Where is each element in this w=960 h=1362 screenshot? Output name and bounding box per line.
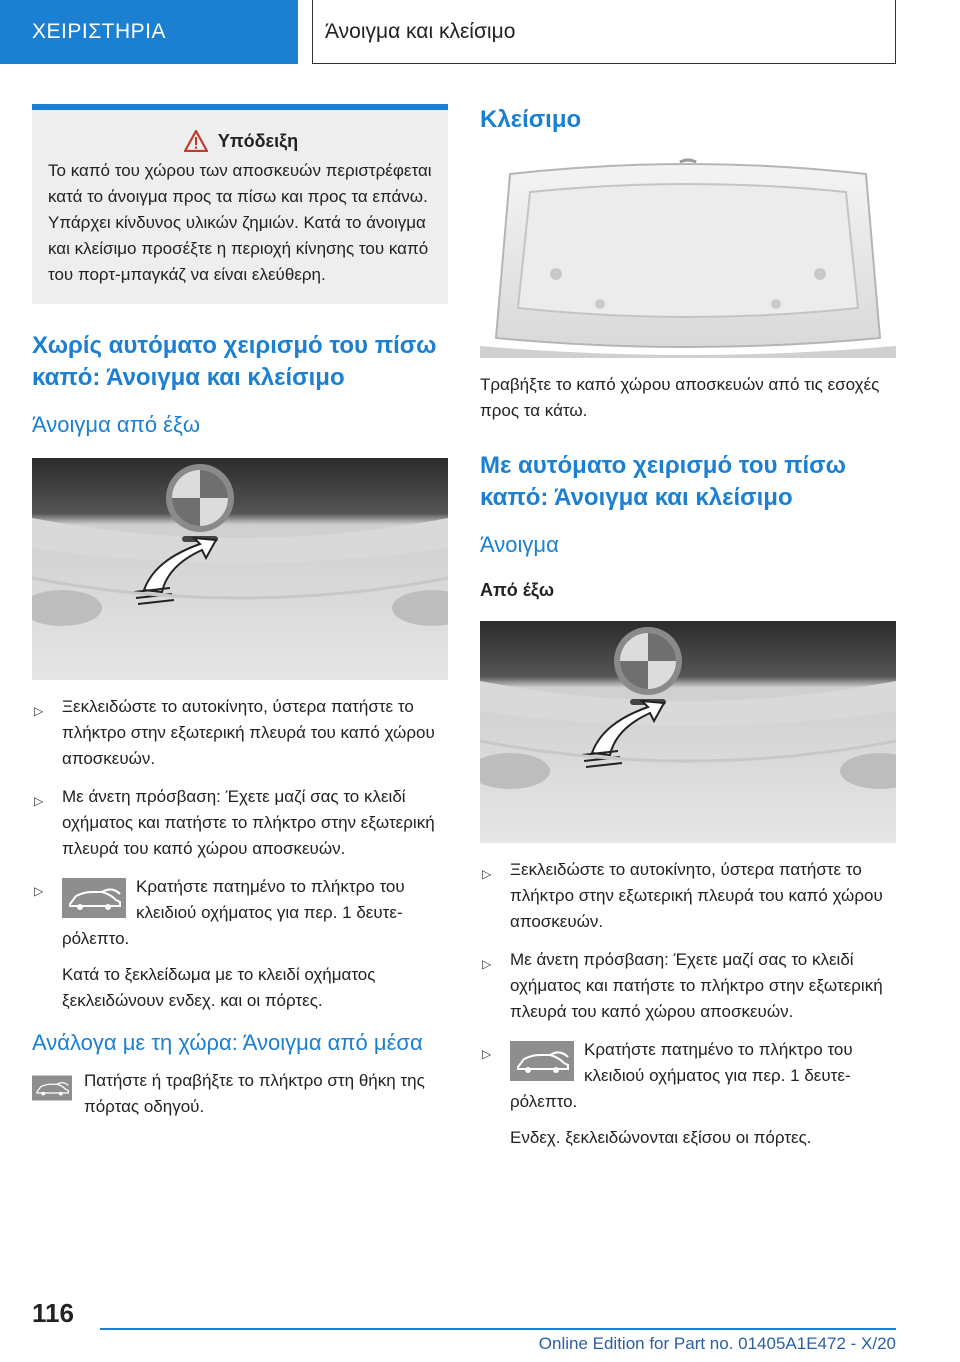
subheading-open-inside: Ανάλογα με τη χώρα: Άνοιγμα από μέσα [32, 1030, 423, 1055]
footer-divider [100, 1328, 896, 1330]
page-header [0, 0, 960, 66]
subheading-open: Άνοιγμα [480, 532, 559, 557]
list-item-text: Με άνετη πρόσβαση: Έχετε μαζί σας το κλειδί οχήματος και πατήστε το πλήκτρο στην εξωτερική πλευρά του καπό χώρου αποσκευών. [62, 787, 435, 858]
left-column [32, 104, 448, 1120]
list-item-text: Κρατήστε πατημένο το πλήκτρο του κλειδιού οχήματος για περ. 1 δευτερόλεπτο. [62, 877, 405, 948]
list-item [32, 784, 448, 862]
bullet-triangle-icon: ▷ [34, 704, 44, 718]
subheading-open-outside: Άνοιγμα από έξω [32, 412, 200, 437]
warning-triangle-icon [184, 130, 208, 152]
heading-automatic-trunk: Με αυτόματο χειρισμό του πίσω καπό: Άνοιγμα και κλείσιμο [480, 452, 846, 511]
trunk-button-photo [32, 458, 448, 680]
subheading-from-outside: Από έξω [480, 580, 555, 600]
right-column [480, 104, 896, 1163]
trunk-button-photo-2 [480, 621, 896, 843]
list-item-text: Ξεκλειδώστε το αυτοκίνητο, ύστερα πατήστε το πλήκτρο στην εξωτερική πλευρά του καπό χώρου αποσκευών. [510, 860, 883, 931]
left-bullet-list [32, 694, 448, 1014]
list-item [480, 1037, 896, 1151]
warning-title: Υπόδειξη [217, 130, 299, 151]
section-title: Άνοιγμα και κλείσιμο [312, 0, 896, 64]
bullet-triangle-icon: ▷ [482, 957, 492, 971]
bullet-triangle-icon: ▷ [482, 867, 492, 881]
key-unlock-note: Κατά το ξεκλείδωμα με το κλειδί οχήματος ξεκλειδώνουν ενδεχ. και οι πόρτες. [62, 965, 376, 1010]
closing-text: Τραβήξτε το καπό χώρου αποσκευών από τις εσοχές προς τα κάτω. [480, 375, 880, 420]
heading-closing: Κλείσιμο [480, 106, 582, 133]
doors-unlock-note: Ενδεχ. ξεκλειδώνονται εξίσου οι πόρτες. [510, 1128, 812, 1147]
car-key-trunk-icon [510, 1041, 574, 1081]
car-key-trunk-icon [62, 878, 126, 918]
trunk-closing-photo [480, 158, 896, 358]
list-item [480, 947, 896, 1025]
door-trunk-button-icon [32, 1068, 72, 1108]
bullet-triangle-icon: ▷ [34, 884, 44, 898]
warning-box [32, 104, 448, 304]
inside-open-row [32, 1068, 448, 1120]
list-item [32, 874, 448, 1014]
list-item-text: Με άνετη πρόσβαση: Έχετε μαζί σας το κλειδί οχήματος και πατήστε το πλήκτρο στην εξωτερική πλευρά του καπό χώρου αποσκευών. [510, 950, 883, 1021]
chapter-title: ΧΕΙΡΙΣΤΗΡΙΑ [0, 0, 298, 64]
list-item-text: Ξεκλειδώστε το αυτοκίνητο, ύστερα πατήστε το πλήκτρο στην εξωτερική πλευρά του καπό χώρου αποσκευών. [62, 697, 435, 768]
page-number: 116 [32, 1298, 74, 1328]
bullet-triangle-icon: ▷ [34, 794, 44, 808]
list-item [32, 694, 448, 772]
heading-manual-trunk: Χωρίς αυτόματο χειρισμό του πίσω καπό: Άνοιγμα και κλείσιμο [32, 332, 437, 391]
edition-info: Online Edition for Part no. 01405A1E472 - X/20 [538, 1334, 896, 1353]
inside-open-text: Πατήστε ή τραβήξτε το πλήκτρο στη θήκη της πόρτας οδηγού. [84, 1071, 425, 1116]
right-bullet-list [480, 857, 896, 1151]
warning-header [48, 130, 434, 152]
list-item-text: Κρατήστε πατημένο το πλήκτρο του κλειδιού οχήματος για περ. 1 δευτερόλεπτο. [510, 1040, 853, 1111]
warning-text: Το καπό του χώρου των αποσκευών περιστρέφεται κατά το άνοιγμα προς τα πίσω και προς τα επάνω. Υπάρχει κίνδυνος υλικών ζημιών. Κατά το άνοιγμα και κλείσιμο προσέξτε η περιοχή κίνησης του καπό του πορτ-μπαγκάζ να είναι ελεύθερη. [48, 161, 432, 284]
bullet-triangle-icon: ▷ [482, 1047, 492, 1061]
list-item [480, 857, 896, 935]
